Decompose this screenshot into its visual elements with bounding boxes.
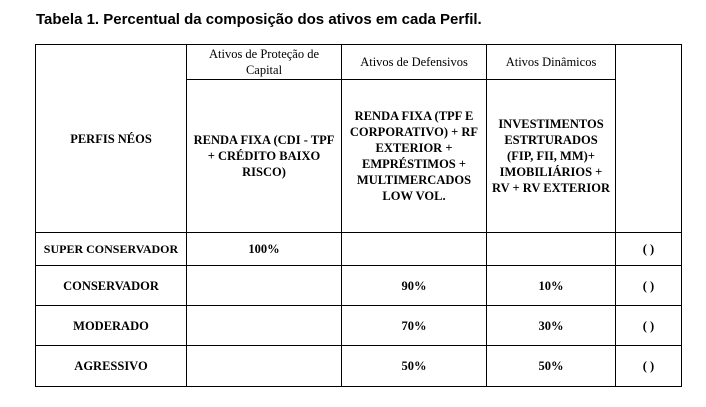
value-defensivos: 50% [342, 346, 487, 387]
table-caption: Tabela 1. Percentual da composição dos ativos em cada Perfil. [36, 11, 482, 28]
profile-name: CONSERVADOR [36, 266, 187, 306]
table-row [36, 306, 682, 346]
col-header-defensivos: Ativos de Defensivos [342, 45, 487, 80]
col-header-dinamicos: Ativos Dinâmicos [487, 45, 616, 80]
check-box[interactable]: ( ) [616, 346, 682, 387]
check-box[interactable]: ( ) [616, 306, 682, 346]
value-defensivos [342, 233, 487, 266]
profile-name: SUPER CONSERVADOR [36, 233, 187, 266]
profile-name: AGRESSIVO [36, 346, 187, 387]
assets-dinamicos: INVESTIMENTOS ESTRTURADOS (FIP, FII, MM)+ IMOBILIÁRIOS + RV + RV EXTERIOR [487, 80, 616, 233]
col-header-protecao: Ativos de Proteção de Capital [187, 45, 342, 80]
value-protecao [187, 266, 342, 306]
check-box[interactable]: ( ) [616, 266, 682, 306]
profiles-table [35, 44, 682, 387]
value-dinamicos [487, 233, 616, 266]
table-row [36, 346, 682, 387]
value-defensivos: 70% [342, 306, 487, 346]
value-protecao [187, 346, 342, 387]
value-defensivos: 90% [342, 266, 487, 306]
check-box[interactable]: ( ) [616, 233, 682, 266]
value-protecao [187, 306, 342, 346]
value-dinamicos: 50% [487, 346, 616, 387]
table-row [36, 266, 682, 306]
table-row [36, 233, 682, 266]
col-header-check [616, 45, 682, 233]
assets-protecao: RENDA FIXA (CDI - TPF + CRÉDITO BAIXO RISCO) [187, 80, 342, 233]
profile-name: MODERADO [36, 306, 187, 346]
value-dinamicos: 30% [487, 306, 616, 346]
profiles-header: PERFIS NÉOS [36, 45, 187, 233]
value-dinamicos: 10% [487, 266, 616, 306]
header-row-titles [36, 45, 682, 80]
value-protecao: 100% [187, 233, 342, 266]
assets-defensivos: RENDA FIXA (TPF E CORPORATIVO) + RF EXTERIOR + EMPRÉSTIMOS + MULTIMERCADOS LOW VOL. [342, 80, 487, 233]
